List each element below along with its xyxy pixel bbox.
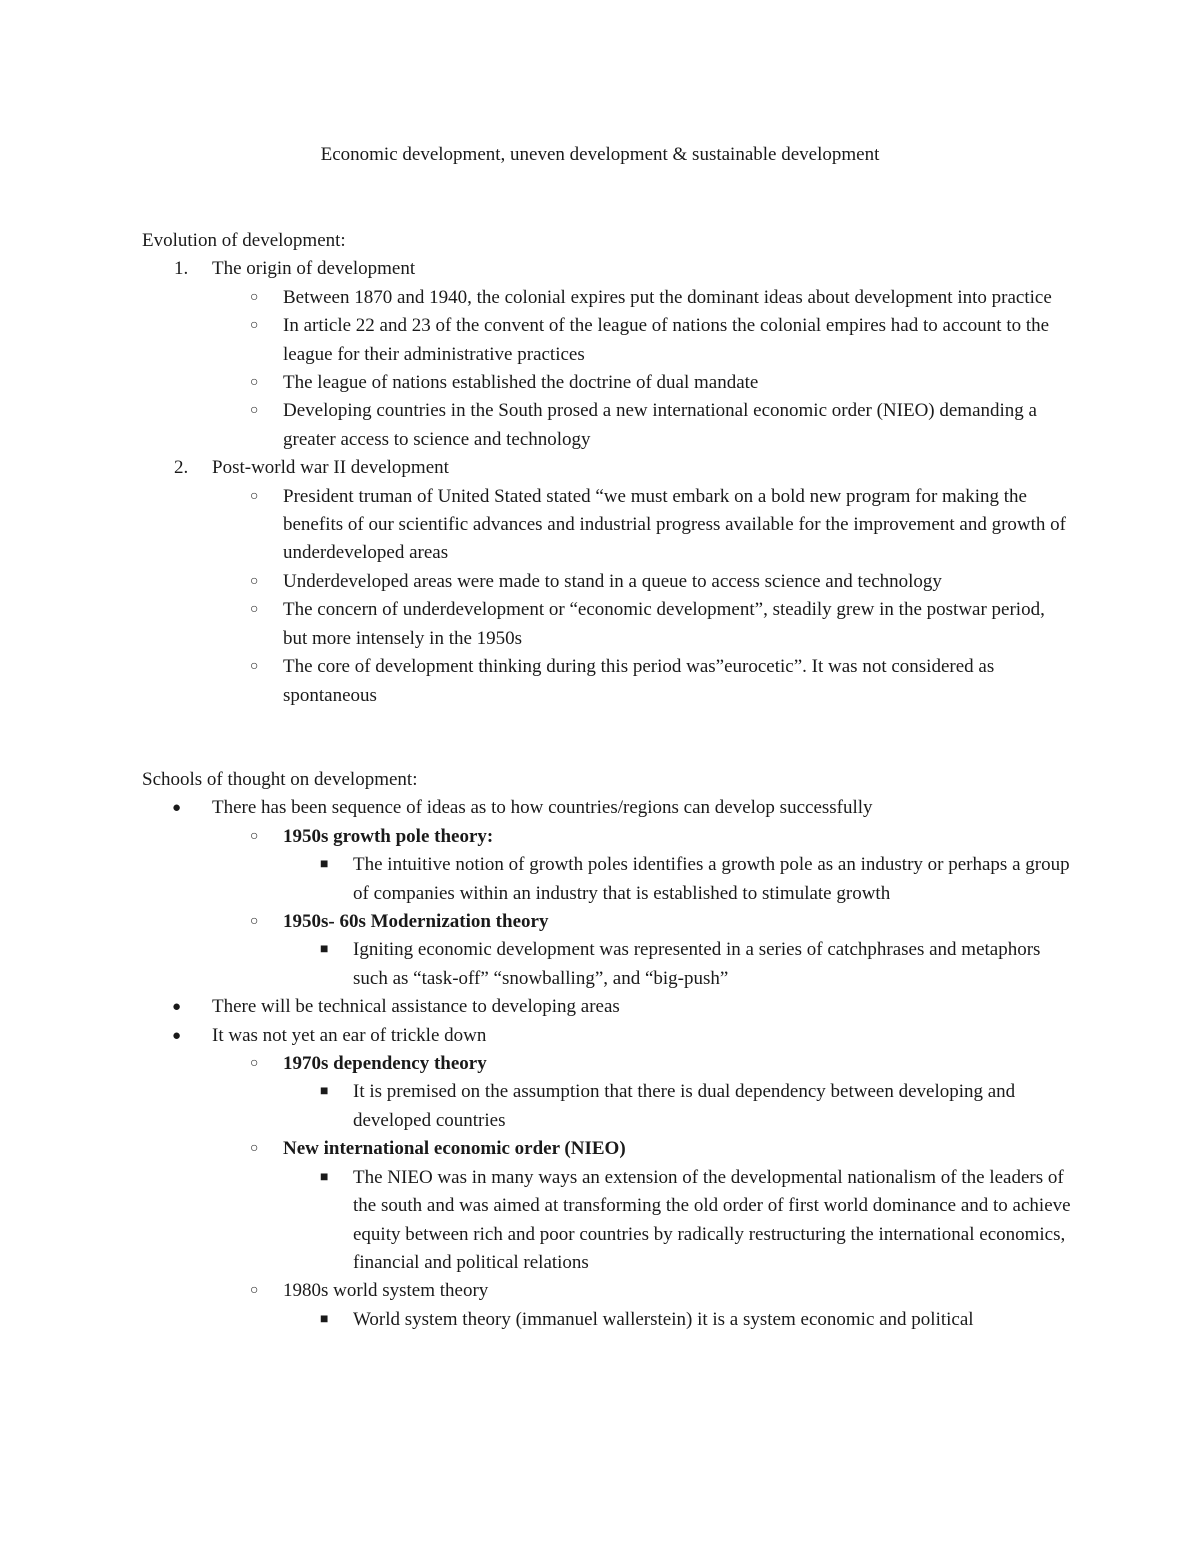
circle-bullet-icon: ○: [250, 1283, 259, 1299]
theory-heading: ○ 1980s world system theory: [142, 1277, 1072, 1305]
dot-bullet-icon: ●: [172, 999, 182, 1016]
square-bullet-icon: ■: [320, 1084, 329, 1100]
evolution-item-label: Post-world war II development: [212, 457, 449, 479]
list-item: ○ The concern of underdevelopment or “economic development”, steadily grew in the postwar period, but more intensely in the 1950s: [142, 596, 1072, 653]
list-item: ○ Between 1870 and 1940, the colonial expires put the dominant ideas about development into practice: [142, 284, 1072, 312]
theory-heading: ○ 1950s- 60s Modernization theory: [142, 908, 1072, 936]
circle-bullet-icon: ○: [250, 573, 259, 589]
circle-bullet-icon: ○: [250, 1056, 259, 1072]
circle-bullet-icon: ○: [250, 318, 259, 334]
dot-bullet-icon: ●: [172, 800, 182, 817]
dot-bullet-icon: ●: [172, 1027, 182, 1044]
square-bullet-icon: ■: [320, 857, 329, 873]
list-item: ■ It is premised on the assumption that there is dual dependency between developing and developed countries: [142, 1078, 1072, 1135]
list-item: ○ President truman of United Stated stated “we must embark on a bold new program for making the benefits of our scientific advances and industrial progress available for the improvement and growth of underdeveloped areas: [142, 483, 1072, 568]
circle-bullet-icon: ○: [250, 488, 259, 504]
document-title: Economic development, uneven development & sustainable development: [320, 144, 880, 165]
circle-bullet-icon: ○: [250, 659, 259, 675]
circle-bullet-icon: ○: [250, 828, 259, 844]
list-item: ● There has been sequence of ideas as to how countries/regions can develop successfully: [142, 794, 1072, 822]
square-bullet-icon: ■: [320, 942, 329, 958]
evolution-item-2: [142, 454, 1072, 482]
list-item: ○ The league of nations established the doctrine of dual mandate: [142, 369, 1072, 397]
list-number: 2.: [174, 457, 189, 479]
list-item: ● There will be technical assistance to developing areas: [142, 993, 1072, 1021]
list-item: ■ The NIEO was in many ways an extension of the developmental nationalism of the leaders of the south and was aimed at transforming the old order of first world dominance and to achieve equity between rich and poor countries by radically restructuring the international economics, financial and political relations: [142, 1164, 1072, 1278]
evolution-item-1: [142, 255, 1072, 283]
list-item: ○ Developing countries in the South prosed a new international economic order (NIEO) demanding a greater access to science and technology: [142, 397, 1072, 454]
list-item: ○ The core of development thinking during this period was”eurocetic”. It was not considered as spontaneous: [142, 653, 1072, 710]
evolution-section: [142, 227, 1072, 710]
theory-heading: ○ 1950s growth pole theory:: [142, 823, 1072, 851]
circle-bullet-icon: ○: [250, 375, 259, 391]
list-item: ○ In article 22 and 23 of the convent of the league of nations the colonial empires had to account to the league for their administrative practices: [142, 312, 1072, 369]
circle-bullet-icon: ○: [250, 914, 259, 930]
list-number: 1.: [174, 258, 189, 280]
square-bullet-icon: ■: [320, 1311, 329, 1327]
list-item: ■ World system theory (immanuel wallerstein) it is a system economic and political: [142, 1306, 1072, 1334]
circle-bullet-icon: ○: [250, 602, 259, 618]
list-item: ● It was not yet an ear of trickle down: [142, 1022, 1072, 1050]
circle-bullet-icon: ○: [250, 1141, 259, 1157]
evolution-heading: Evolution of development:: [142, 230, 346, 251]
list-item: ■ The intuitive notion of growth poles identifies a growth pole as an industry or perhaps a group of companies within an industry that is established to stimulate growth: [142, 851, 1072, 908]
circle-bullet-icon: ○: [250, 403, 259, 419]
theory-heading: ○ 1970s dependency theory: [142, 1050, 1072, 1078]
list-item: ○ Underdeveloped areas were made to stand in a queue to access science and technology: [142, 568, 1072, 596]
list-item: ■ Igniting economic development was represented in a series of catchphrases and metaphors such as “task-off” “snowballing”, and “big-push”: [142, 936, 1072, 993]
circle-bullet-icon: ○: [250, 289, 259, 305]
square-bullet-icon: ■: [320, 1169, 329, 1185]
schools-section: [142, 766, 1072, 1334]
schools-heading: Schools of thought on development:: [142, 769, 418, 790]
theory-heading: ○ New international economic order (NIEO): [142, 1135, 1072, 1163]
evolution-item-label: The origin of development: [212, 258, 416, 280]
